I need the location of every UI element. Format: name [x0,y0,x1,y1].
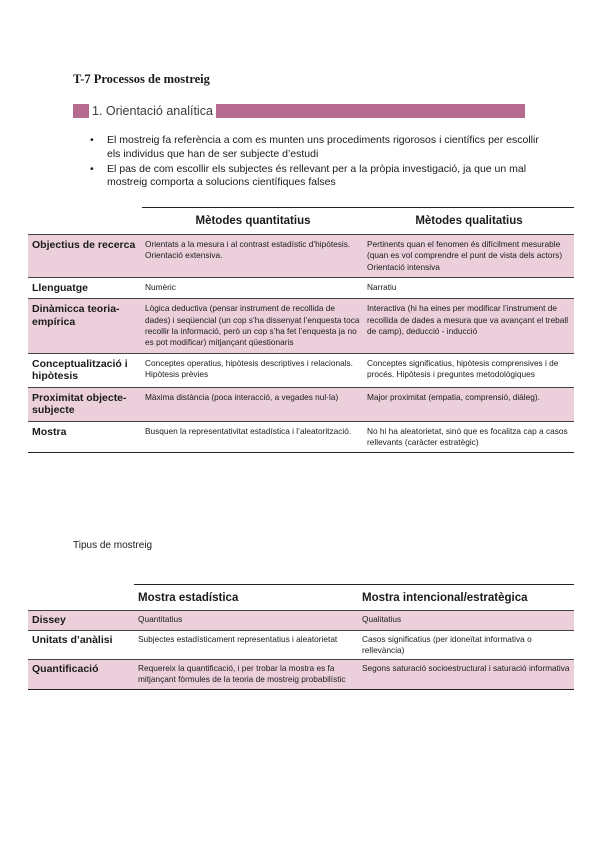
bullet-item: • El pas de com escollir els subjectes és rellevant per a la pròpia investigació, ja que un mal mostreig comporta a solucions científiques falses [90,163,540,191]
table-row [28,353,574,387]
cell-intentional: Qualitatius [358,611,574,631]
section-heading: 1. Orientació analítica [89,101,216,121]
cell-quantitative: Lògica deductiva (pensar instrument de recollida de dades) i seqüencial (un cop s’ha dissenyat l’enquesta toca recollir la informació, però un cop s’ha fet l’enquesta ja no es pot modificar) mitjançant qüestionaris [142,299,364,353]
cell-quantitative: Busquen la representativitat estadística i l’aleatorització. [142,421,364,453]
header-cell [28,585,134,611]
cell-quantitative: Màxima distància (poca interacció, a vegades nul·la) [142,387,364,421]
cell-intentional: Segons saturació socioestructural i saturació informativa [358,660,574,690]
table-row [28,387,574,421]
cell-statistical: Subjectes estadísticament representatius i aleatorietat [134,630,358,660]
cell-qualitative: Interactiva (hi ha eines per modificar l’instrument de recollida de dades a mesura que va avançant el treball de camp), deducció - inducció [364,299,574,353]
cell-qualitative: No hi ha aleatorietat, sinó que es focalitza cap a casos rellevants (caràcter estratègic) [364,421,574,453]
table-row [28,277,574,299]
bullet-list [90,134,540,191]
cell-qualitative: Conceptes significatius, hipòtesis comprensives i de procés. Hipòtesis i preguntes metodològiques [364,353,574,387]
cell-qualitative: Narratiu [364,277,574,299]
row-header: Llenguatge [28,277,142,299]
cell-intentional: Casos significatius (per idoneïtat informativa o rellevància) [358,630,574,660]
row-header: Conceptualització i hipòtesis [28,353,142,387]
cell-quantitative: Numèric [142,277,364,299]
cell-quantitative: Conceptes operatius, hipòtesis descriptives i relacionals. Hipòtesis prèvies [142,353,364,387]
row-header: Mostra [28,421,142,453]
sampling-types-label: Tipus de mostreig [73,540,153,551]
row-header: Dissey [28,611,134,631]
cell-statistical: Quantitatius [134,611,358,631]
table-row [28,299,574,353]
table-row [28,660,574,690]
header-quantitative: Mètodes quantitatius [142,208,364,235]
table-row [28,421,574,453]
header-statistical-sample: Mostra estadística [134,585,358,611]
document-title: T-7 Processos de mostreig [73,72,210,86]
row-header: Quantificació [28,660,134,690]
header-intentional-sample: Mostra intencional/estratègica [358,585,574,611]
table-row [28,235,574,278]
row-header: Unitats d’anàlisi [28,630,134,660]
table-row [28,630,574,660]
cell-statistical: Requereix la quantificació, i per trobar la mostra es fa mitjançant fòrmules de la teoria de mostreig probabilístic [134,660,358,690]
row-header: Dinàmicca teoria-empírica [28,299,142,353]
table-row [28,611,574,631]
cell-qualitative: Pertinents quan el fenomen és difícilment mesurable (quan es vol comprendre el punt de vista dels actors) Orientació intensiva [364,235,574,278]
bullet-item: • El mostreig fa referència a com es munten uns procediments rigorosos i científics per escollir els individus que han de ser subjecte d’estudi [90,134,540,162]
table-header-row [28,585,574,611]
header-qualitative: Mètodes qualitatius [364,208,574,235]
cell-quantitative: Orientats a la mesura i al contrast estadístic d’hipòtesis. Orientació extensiva. [142,235,364,278]
methods-comparison-table [28,207,574,453]
table-header-row [28,208,574,235]
row-header: Objectius de recerca [28,235,142,278]
sampling-types-table [28,584,574,690]
cell-qualitative: Major proximitat (empatia, comprensió, diàleg). [364,387,574,421]
header-cell [28,208,142,235]
row-header: Proximitat objecte-subjecte [28,387,142,421]
